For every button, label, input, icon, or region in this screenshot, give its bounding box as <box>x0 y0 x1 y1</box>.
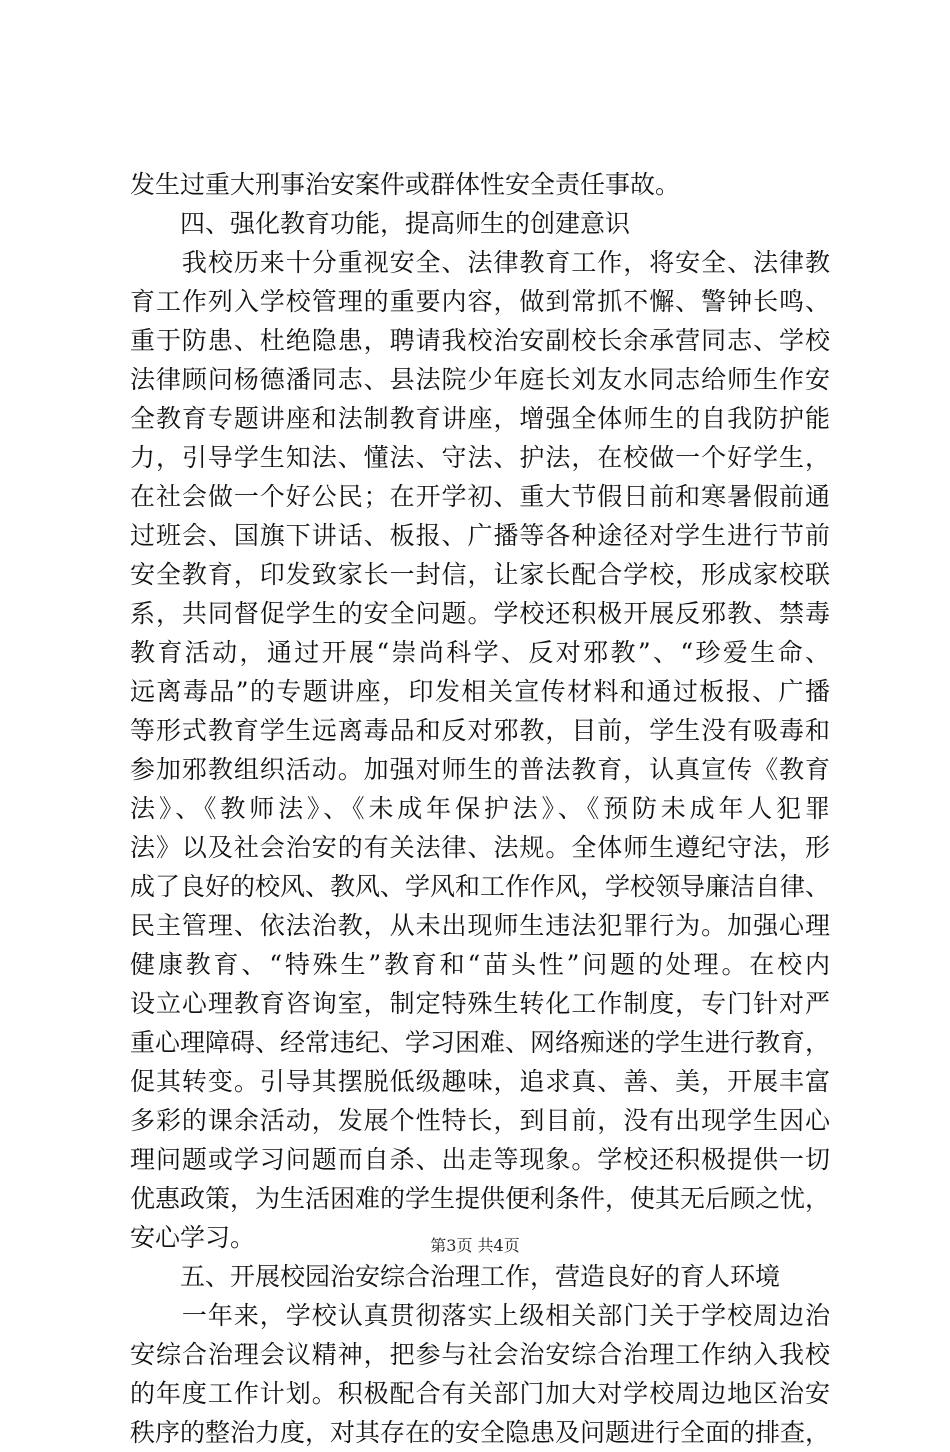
section-heading: 五、开展校园治安综合治理工作，营造良好的育人环境 <box>130 1262 781 1291</box>
text-line: 民主管理、依法治教，从未出现师生违法犯罪行为。加强心理 <box>130 911 830 940</box>
text-line: 我校历来十分重视安全、法律教育工作，将安全、法律教 <box>130 248 830 277</box>
page-number: 第3页 共4页 <box>430 1236 520 1255</box>
text-line: 安心学习。 <box>130 1223 256 1252</box>
text-line: 过班会、国旗下讲话、板报、广播等各种途径对学生进行节前 <box>130 521 830 550</box>
text-line: 远离毒品”的专题讲座，印发相关宣传材料和通过板报、广播 <box>130 677 830 706</box>
text-line: 法》、《教师法》、《未成年保护法》、《预防未成年人犯罪 <box>130 794 830 823</box>
text-line: 法》以及社会治安的有关法律、法规。全体师生遵纪守法，形 <box>130 833 830 862</box>
text-line: 重心理障碍、经常违纪、学习困难、网络痴迷的学生进行教育， <box>130 1028 831 1057</box>
text-line: 系，共同督促学生的安全问题。学校还积极开展反邪教、禁毒 <box>130 599 830 628</box>
text-line: 成了良好的校风、教风、学风和工作作风，学校领导廉洁自律、 <box>130 872 831 901</box>
text-line: 重于防患、杜绝隐患，聘请我校治安副校长余承营同志、学校 <box>130 326 830 355</box>
text-line: 教育活动，通过开展“崇尚科学、反对邪教”、“珍爱生命、 <box>130 638 830 667</box>
text-line: 一年来，学校认真贯彻落实上级相关部门关于学校周边治 <box>130 1301 830 1330</box>
text-line: 力，引导学生知法、懂法、守法、护法，在校做一个好学生， <box>130 443 830 472</box>
text-line: 理问题或学习问题而自杀、出走等现象。学校还积极提供一切 <box>130 1145 830 1174</box>
text-line: 发生过重大刑事治安案件或群体性安全责任事故。 <box>130 170 681 199</box>
text-line: 育工作列入学校管理的重要内容，做到常抓不懈、警钟长鸣、 <box>130 287 830 316</box>
text-line: 健康教育、“特殊生”教育和“苗头性”问题的处理。在校内 <box>130 950 830 979</box>
text-line: 的年度工作计划。积极配合有关部门加大对学校周边地区治安 <box>130 1379 830 1408</box>
text-line: 促其转变。引导其摆脱低级趣味，追求真、善、美，开展丰富 <box>130 1067 830 1096</box>
text-line: 优惠政策，为生活困难的学生提供便利条件，使其无后顾之忧， <box>130 1184 831 1213</box>
text-line: 等形式教育学生远离毒品和反对邪教，目前，学生没有吸毒和 <box>130 716 830 745</box>
text-line: 法律顾问杨德潘同志、县法院少年庭长刘友水同志给师生作安 <box>130 365 830 394</box>
text-line: 安综合治理会议精神，把参与社会治安综合治理工作纳入我校 <box>130 1340 830 1369</box>
text-line: 在社会做一个好公民；在开学初、重大节假日前和寒暑假前通 <box>130 482 830 511</box>
text-line: 参加邪教组织活动。加强对师生的普法教育，认真宣传《教育 <box>130 755 830 784</box>
text-line: 秩序的整治力度，对其存在的安全隐患及问题进行全面的排查， <box>130 1418 831 1447</box>
text-line: 安全教育，印发致家长一封信，让家长配合学校，形成家校联 <box>130 560 830 589</box>
text-line: 设立心理教育咨询室，制定特殊生转化工作制度，专门针对严 <box>130 989 830 1018</box>
text-line: 全教育专题讲座和法制教育讲座，增强全体师生的自我防护能 <box>130 404 830 433</box>
text-line: 多彩的课余活动，发展个性特长，到目前，没有出现学生因心 <box>130 1106 830 1135</box>
body-text <box>130 165 830 1452</box>
section-heading: 四、强化教育功能，提高师生的创建意识 <box>130 209 631 238</box>
